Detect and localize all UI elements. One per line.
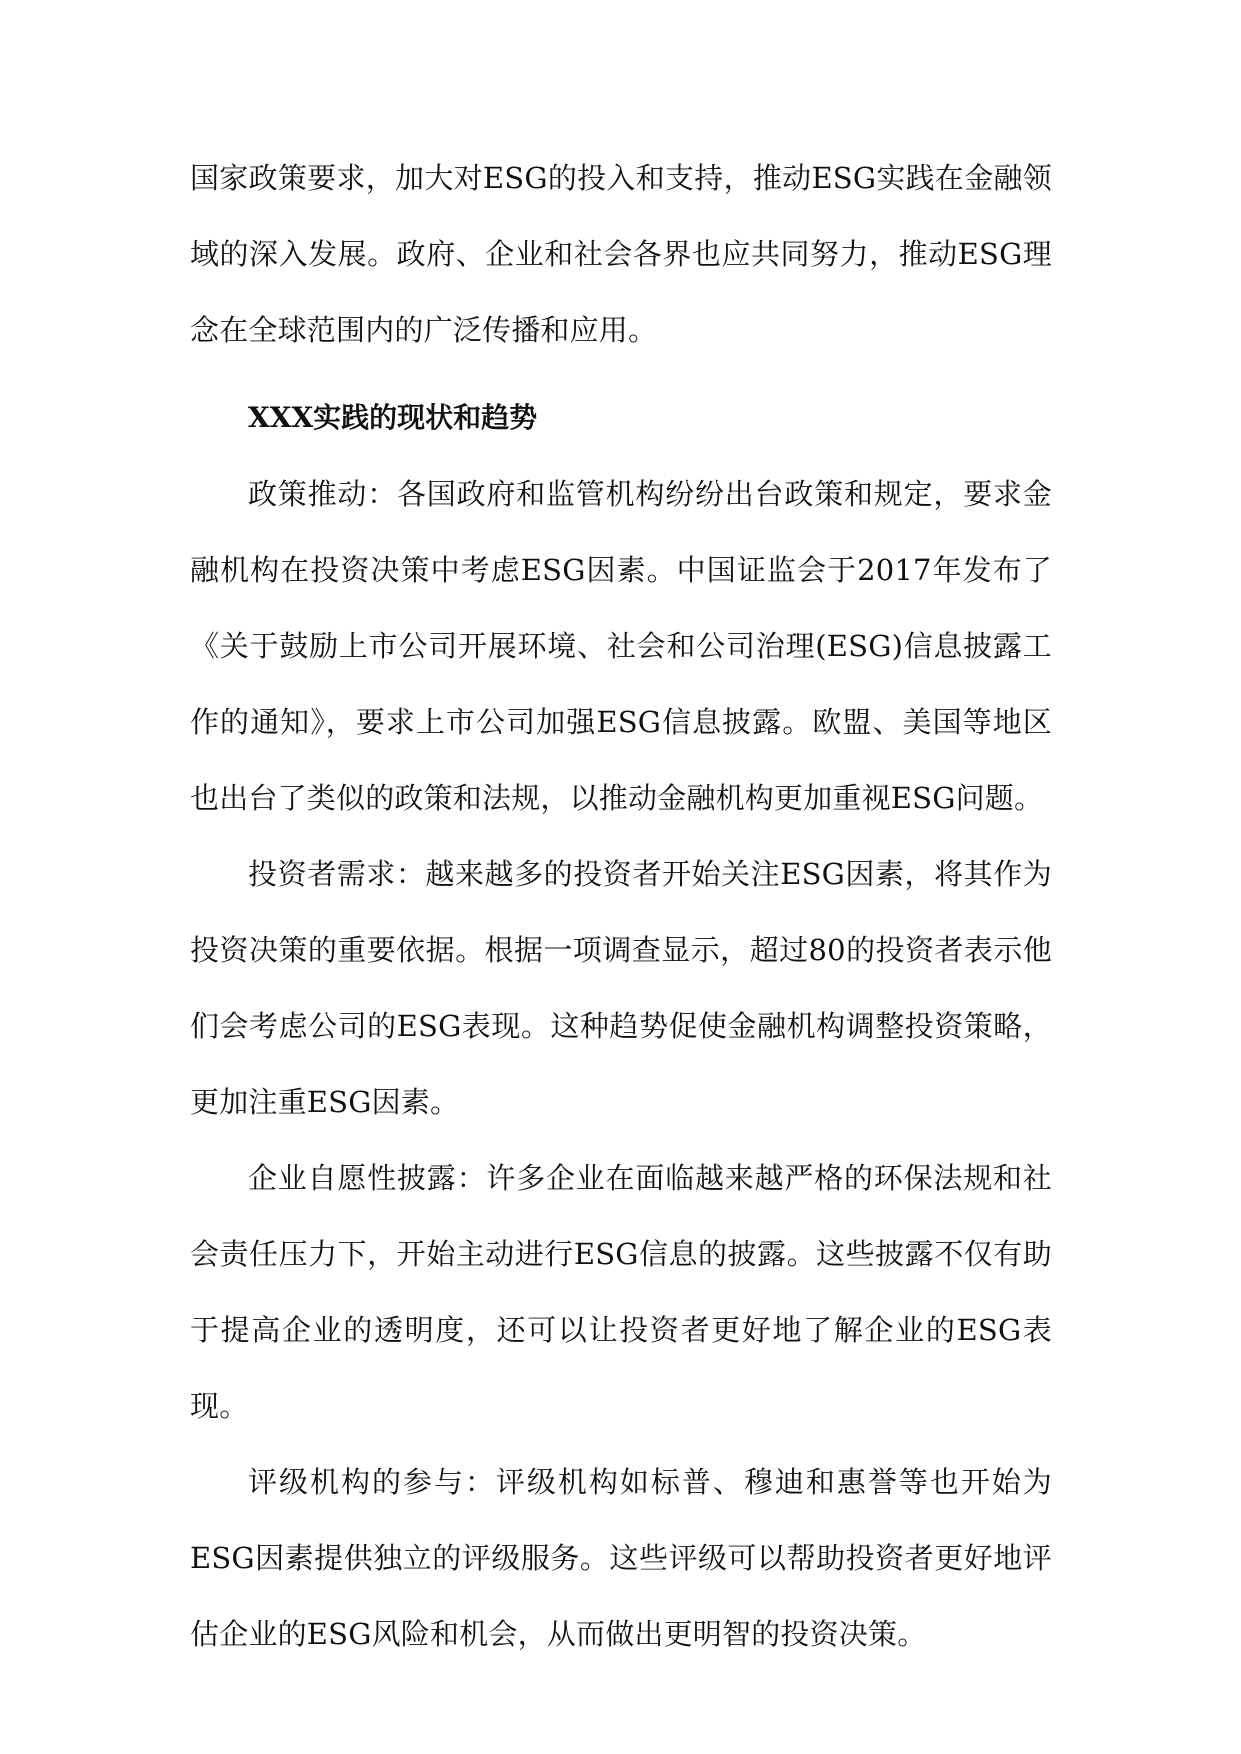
paragraph-voluntary-disclosure: 企业自愿性披露：许多企业在面临越来越严格的环保法规和社会责任压力下，开始主动进行ESG信息的披露。这些披露不仅有助于提高企业的透明度，还可以让投资者更好地了解企业的ESG表现。 xyxy=(190,1161,1052,1423)
paragraph-rating-agencies: 评级机构的参与：评级机构如标普、穆迪和惠誉等也开始为ESG因素提供独立的评级服务。这些评级可以帮助投资者更好地评估企业的ESG风险和机会，从而做出更明智的投资决策。 xyxy=(190,1465,1052,1651)
intro-paragraph: 国家政策要求，加大对ESG的投入和支持，推动ESG实践在金融领域的深入发展。政府、企业和社会各界也应共同努力，推动ESG理念在全球范围内的广泛传播和应用。 xyxy=(190,161,1052,347)
document-body xyxy=(190,140,1052,1672)
section-heading: XXX实践的现状和趋势 xyxy=(248,401,538,434)
paragraph-investor-demand: 投资者需求：越来越多的投资者开始关注ESG因素，将其作为投资决策的重要依据。根据一项调查显示，超过80的投资者表示他们会考虑公司的ESG表现。这种趋势促使金融机构调整投资策略，更加注重ESG因素。 xyxy=(190,857,1052,1119)
paragraph-policy: 政策推动：各国政府和监管机构纷纷出台政策和规定，要求金融机构在投资决策中考虑ESG因素。中国证监会于2017年发布了《关于鼓励上市公司开展环境、社会和公司治理(ESG)信息披露工作的通知》，要求上市公司加强ESG信息披露。欧盟、美国等地区也出台了类似的政策和法规，以推动金融机构更加重视ESG问题。 xyxy=(190,477,1052,815)
